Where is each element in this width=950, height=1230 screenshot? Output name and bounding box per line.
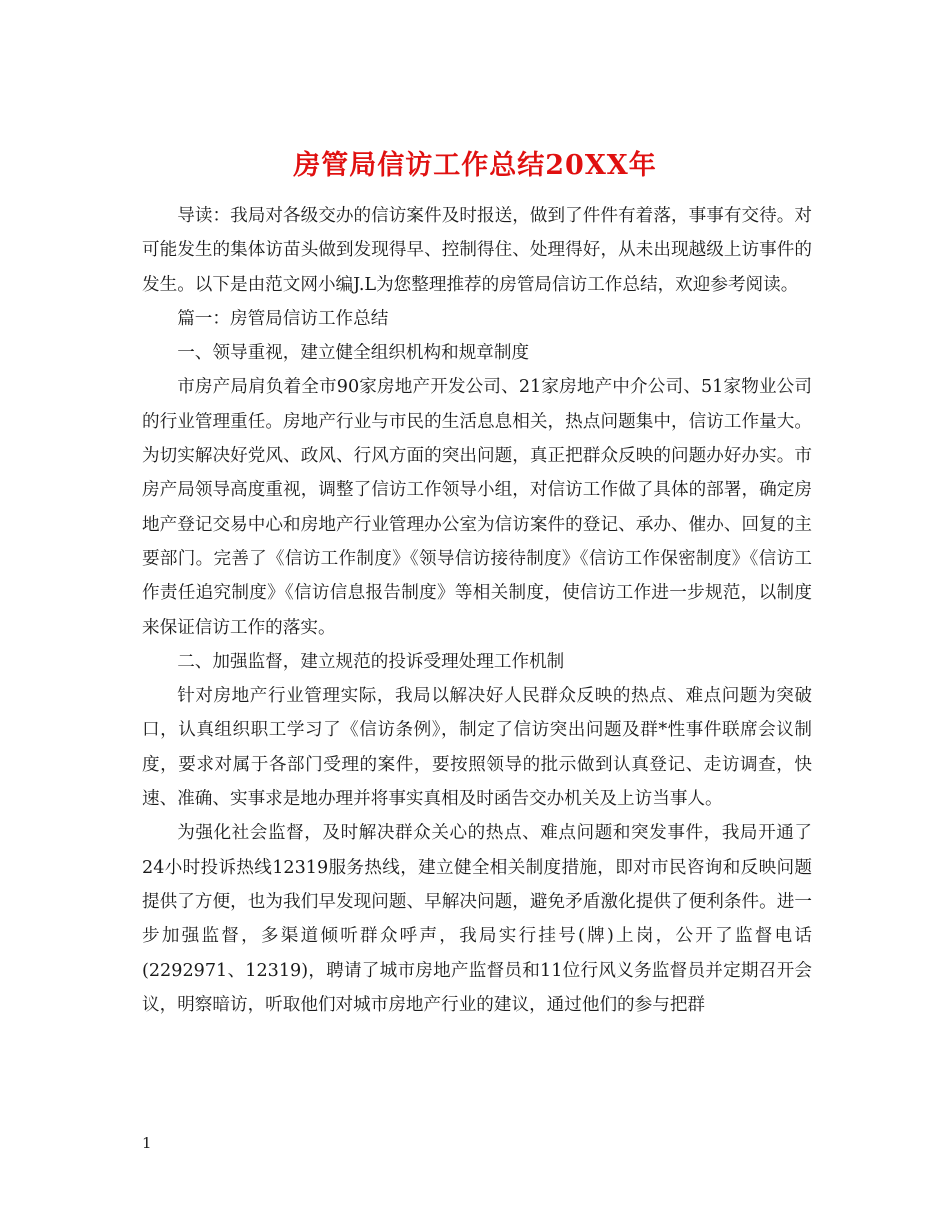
section-heading: 篇一：房管局信访工作总结: [177, 308, 389, 329]
document-title: 房管局信访工作总结20XX年: [293, 150, 657, 182]
body-paragraph: 针对房地产行业管理实际，我局以解决好人民群众反映的热点、难点问题为突破口，认真组织职工学习了《信访条例》，制定了信访突出问题及群*性事件联席会议制度，要求对属于各部门受理的案件，要按照领导的批示做到认真登记、走访调查，快速、准确、实事求是地办理并将事实真相及时函告交办机关及上访当事人。: [142, 686, 812, 810]
intro-paragraph: 导读：我局对各级交办的信访案件及时报送，做到了件件有着落，事事有交待。对可能发生的集体访苗头做到发现得早、控制得住、处理得好，从未出现越级上访事件的发生。以下是由范文网小编J.L为您整理推荐的房管局信访工作总结，欢迎参考阅读。: [142, 206, 812, 295]
body-paragraph: 市房产局肩负着全市90家房地产开发公司、21家房地产中介公司、51家物业公司的行业管理重任。房地产行业与市民的生活息息相关，热点问题集中，信访工作量大。为切实解决好党风、政风、行风方面的突出问题，真正把群众反映的问题办好办实。市房产局领导高度重视，调整了信访工作领导小组，对信访工作做了具体的部署，确定房地产登记交易中心和房地产行业管理办公室为信访案件的登记、承办、催办、回复的主要部门。完善了《信访工作制度》《领导信访接待制度》《信访工作保密制度》《信访工作责任追究制度》《信访信息报告制度》等相关制度，使信访工作进一步规范，以制度来保证信访工作的落实。: [142, 377, 812, 638]
subsection-heading: 一、领导重视，建立健全组织机构和规章制度: [177, 343, 530, 364]
document-body: [142, 199, 812, 1022]
subsection-heading: 二、加强监督，建立规范的投诉受理处理工作机制: [177, 651, 565, 672]
page-number: 1: [142, 1134, 152, 1152]
body-paragraph: 为强化社会监督，及时解决群众关心的热点、难点问题和突发事件，我局开通了24小时投诉热线12319服务热线，建立健全相关制度措施，即对市民咨询和反映问题提供了方便，也为我们早发现问题、早解决问题，避免矛盾激化提供了便利条件。进一步加强监督，多渠道倾听群众呼声，我局实行挂号(牌)上岗，公开了监督电话(2292971、12319)，聘请了城市房地产监督员和11位行风义务监督员并定期召开会议，明察暗访，听取他们对城市房地产行业的建议，通过他们的参与把群: [142, 823, 812, 1015]
